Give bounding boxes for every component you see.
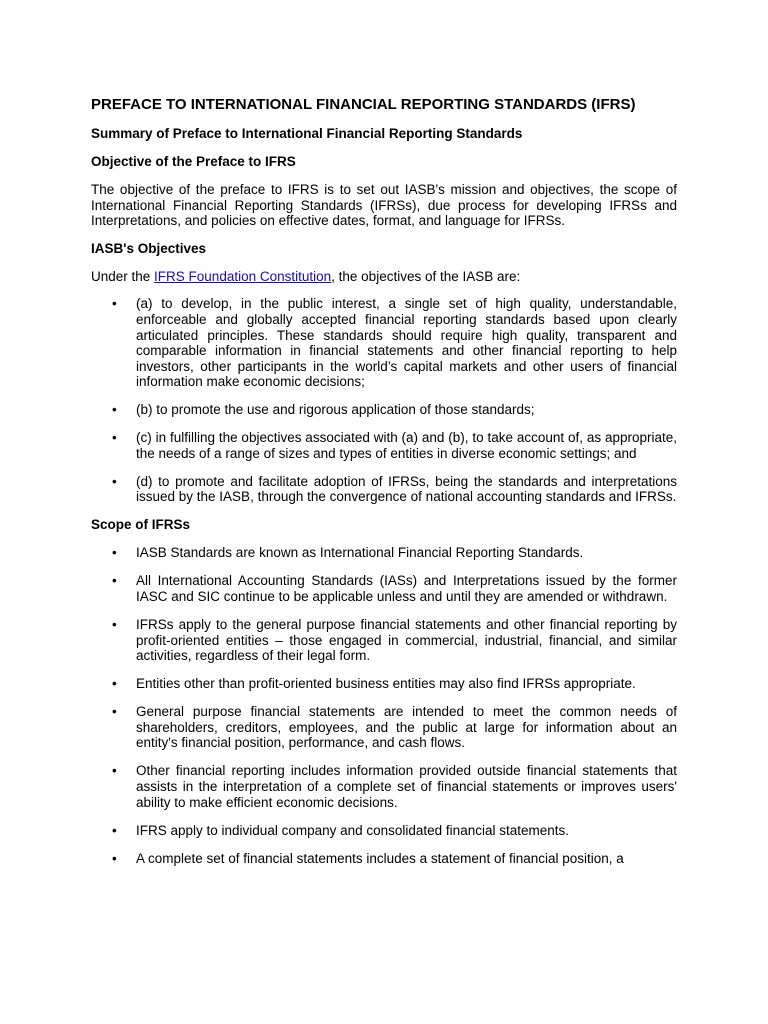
list-item-text: A complete set of financial statements includes a statement of financial position, a	[136, 850, 624, 866]
bullet-icon: •	[112, 296, 117, 312]
scope-heading: Scope of IFRSs	[91, 517, 191, 533]
list-item-text: (b) to promote the use and rigorous application of those standards;	[136, 402, 535, 418]
list-item-text: General purpose financial statements are intended to meet the common needs of shareholders, creditors, employees, and the public at large for information about an entity's financial position, performance, and cash flows.	[136, 704, 677, 751]
bullet-icon: •	[112, 822, 117, 838]
intro-text-after: , the objectives of the IASB are:	[331, 268, 521, 284]
bullet-icon: •	[112, 402, 117, 418]
list-item	[91, 430, 677, 461]
bullet-icon: •	[112, 473, 117, 489]
bullet-icon: •	[112, 676, 117, 692]
iasb-objectives-heading: IASB's Objectives	[91, 240, 207, 256]
bullet-icon: •	[112, 430, 117, 446]
list-item	[91, 851, 677, 867]
iasb-objectives-list	[91, 296, 677, 505]
list-item-text: IFRSs apply to the general purpose financial statements and other financial reporting by profit-oriented entities – those engaged in commercial, industrial, financial, and similar activities, regardless of their legal form.	[136, 617, 677, 664]
list-item-text: (a) to develop, in the public interest, a single set of high quality, understandable, enforceable and globally accepted financial reporting standards based upon clearly articulated principles. These standards should require high quality, transparent and comparable information in financial statements and other financial reporting to help investors, other participants in the world’s capital markets and other users of financial information make economic decisions;	[136, 296, 677, 390]
bullet-icon: •	[112, 617, 117, 633]
ifrs-foundation-constitution-link[interactable]: IFRS Foundation Constitution	[154, 268, 332, 284]
list-item-text: (c) in fulfilling the objectives associated with (a) and (b), to take account of, as appropriate, the needs of a range of sizes and types of entities in diverse economic settings; and	[136, 430, 677, 461]
summary-heading: Summary of Preface to International Financial Reporting Standards	[91, 126, 523, 141]
list-item	[91, 617, 677, 664]
document-title: PREFACE TO INTERNATIONAL FINANCIAL REPORTING STANDARDS (IFRS)	[91, 96, 636, 113]
list-item-text: IASB Standards are known as International Financial Reporting Standards.	[136, 545, 584, 561]
iasb-objectives-intro	[91, 269, 677, 285]
list-item	[91, 763, 677, 810]
scope-list	[91, 545, 677, 866]
list-item	[91, 296, 677, 390]
list-item	[91, 402, 677, 418]
list-item-text: IFRS apply to individual company and consolidated financial statements.	[136, 822, 569, 838]
list-item-text: All International Accounting Standards (IASs) and Interpretations issued by the former IASC and SIC continue to be applicable unless and until they are amended or withdrawn.	[136, 573, 677, 605]
list-item	[91, 573, 677, 604]
document-page	[91, 96, 677, 879]
list-item	[91, 545, 677, 561]
list-item	[91, 474, 677, 505]
bullet-icon: •	[112, 763, 117, 779]
list-item-text: Other financial reporting includes information provided outside financial statements that assists in the interpretation of a complete set of financial statements or improves users' ability to make efficient economic decisions.	[136, 763, 677, 810]
list-item	[91, 823, 677, 839]
bullet-icon: •	[112, 850, 117, 866]
objective-heading: Objective of the Preface to IFRS	[91, 154, 296, 169]
objective-paragraph: The objective of the preface to IFRS is to set out IASB's mission and objectives, the scope of International Financial Reporting Standards (IFRSs), due process for developing IFRSs and Interpretations, and policies on effective dates, format, and language for IFRSs.	[91, 182, 677, 229]
bullet-icon: •	[112, 573, 117, 589]
list-item	[91, 676, 677, 692]
intro-text-before: Under the	[91, 268, 155, 284]
bullet-icon: •	[112, 545, 117, 561]
list-item	[91, 704, 677, 751]
list-item-text: (d) to promote and facilitate adoption of IFRSs, being the standards and interpretations issued by the IASB, through the convergence of national accounting standards and IFRSs.	[136, 473, 677, 505]
bullet-icon: •	[112, 704, 117, 720]
list-item-text: Entities other than profit-oriented business entities may also find IFRSs appropriate.	[136, 676, 636, 692]
